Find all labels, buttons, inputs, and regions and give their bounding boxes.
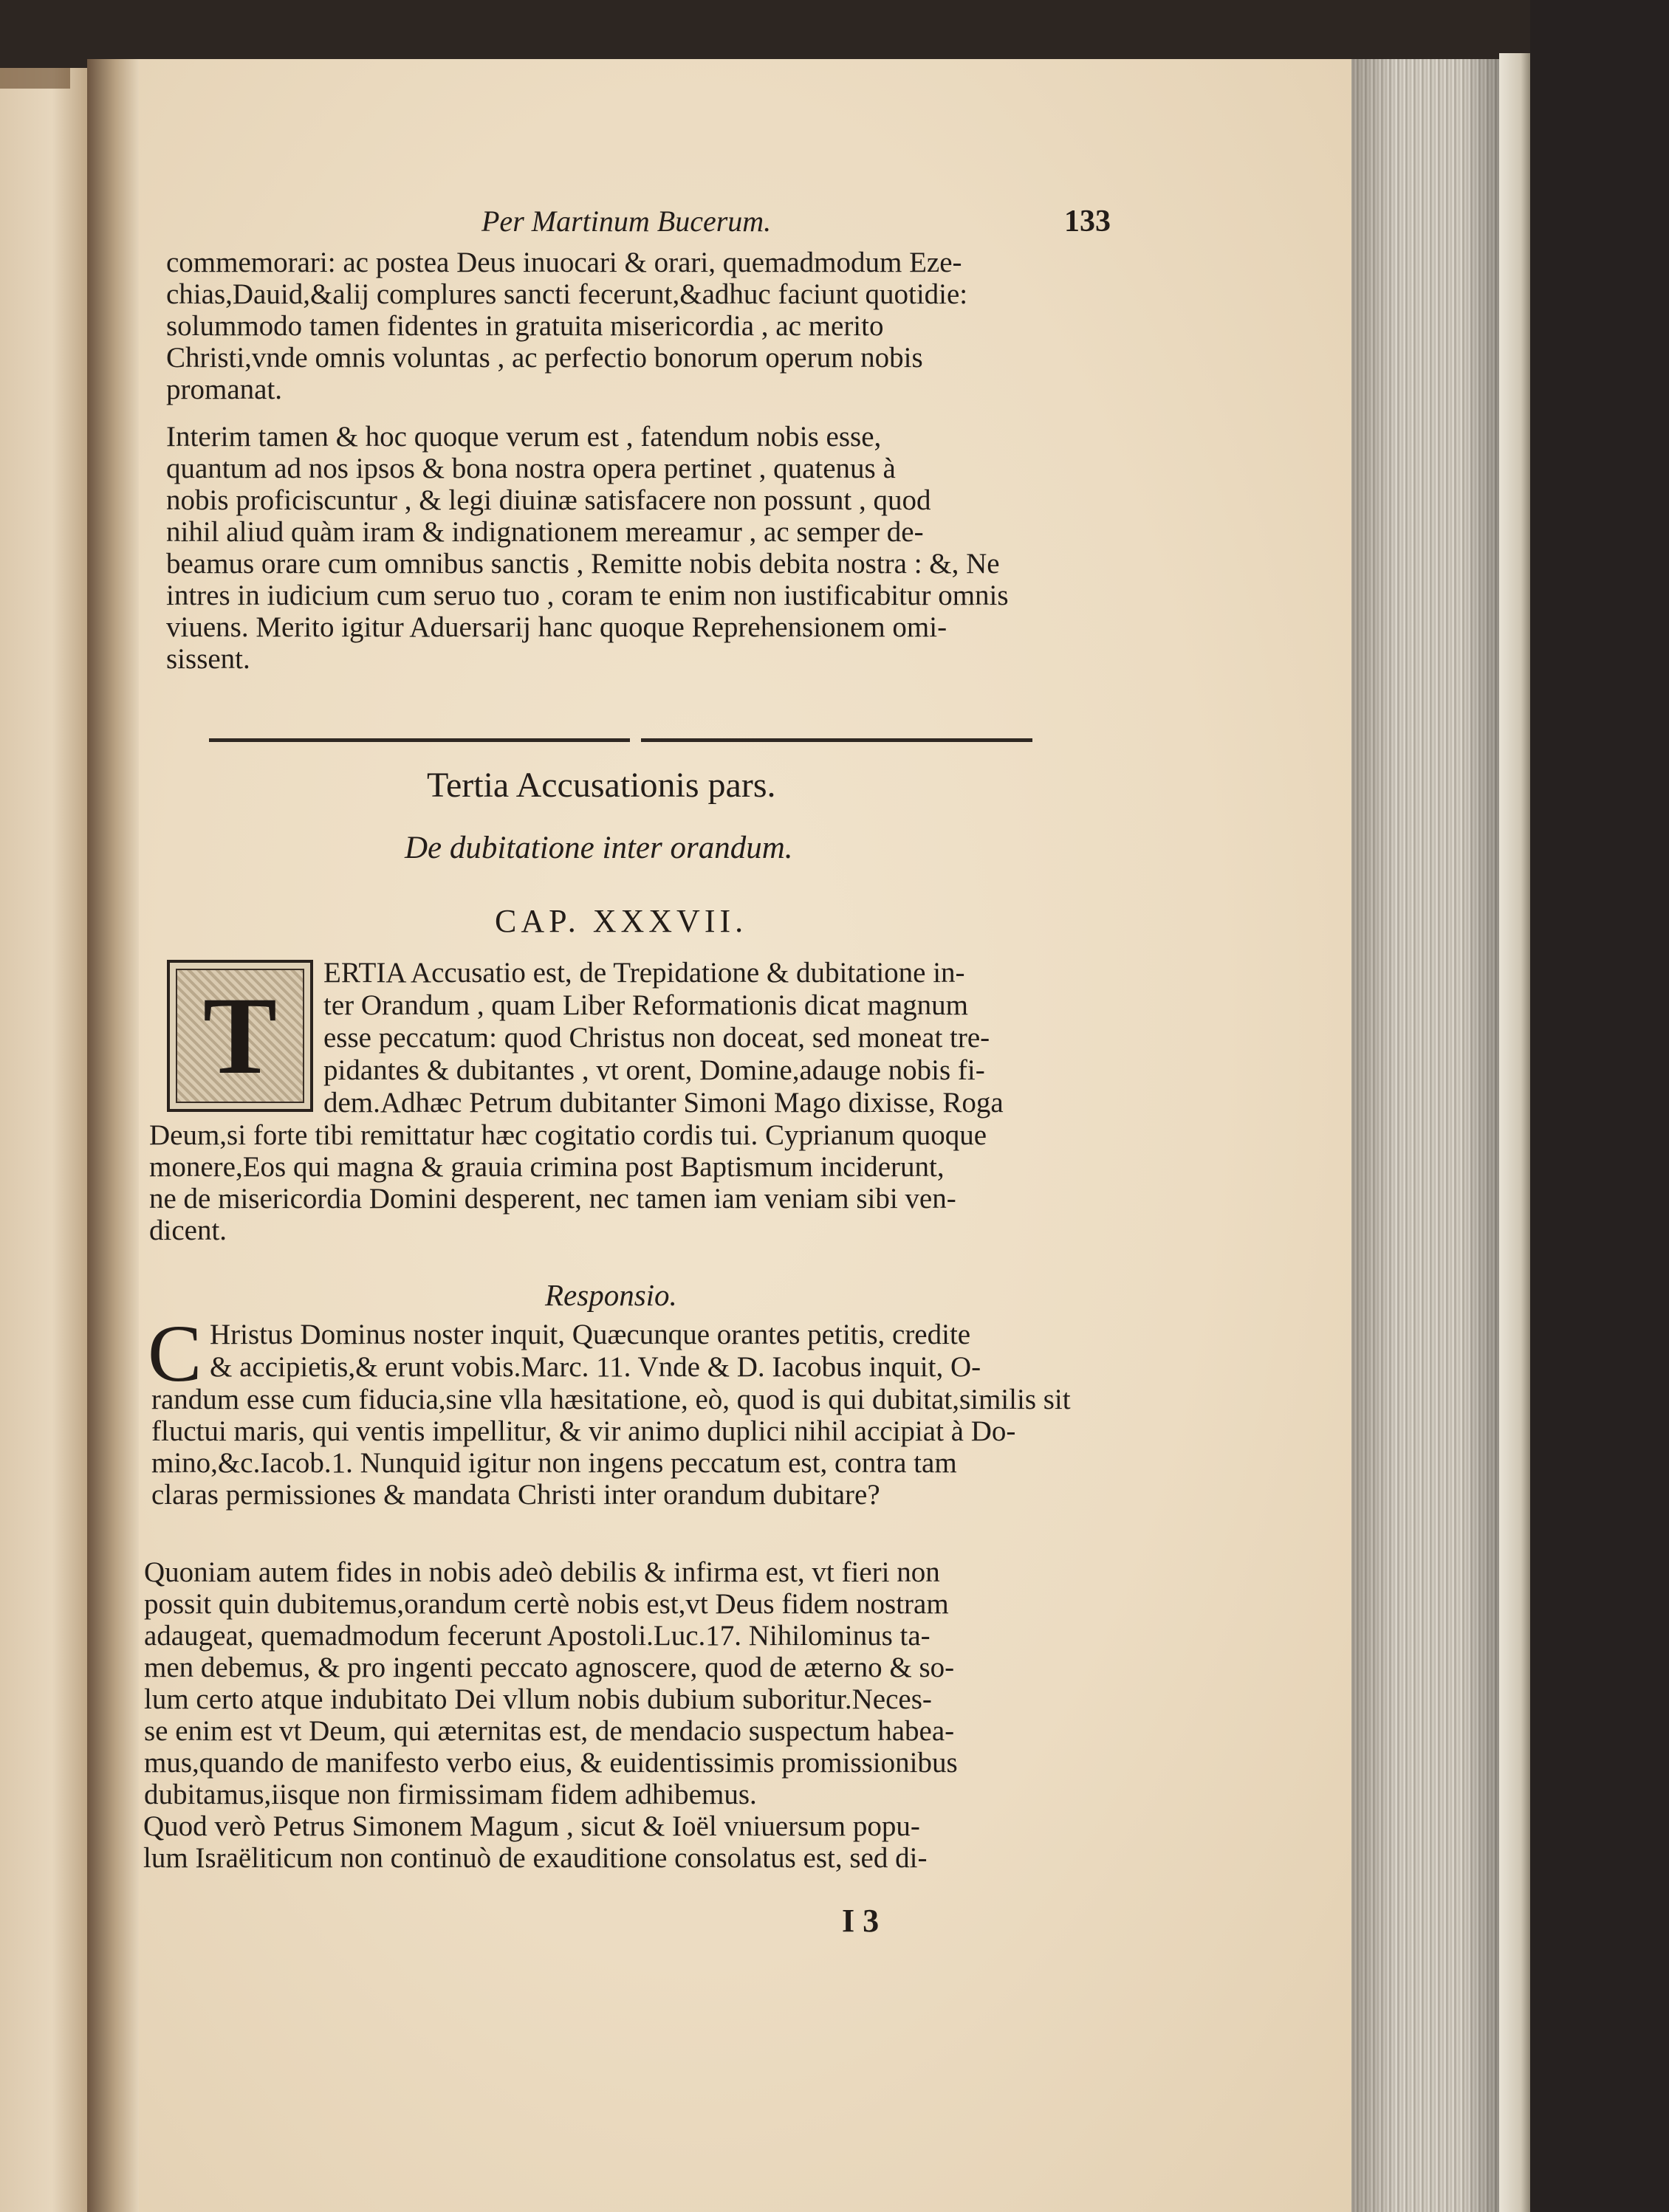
text-line: lum Israëliticum non continuò de exauditione consolatus est, sed di- (143, 1842, 928, 1874)
text-line: promanat. (166, 374, 283, 405)
text-line: viuens. Merito igitur Aduersarij hanc quoque Reprehensionem omi- (166, 611, 947, 643)
text-line: ter Orandum , quam Liber Reformationis dicat magnum (323, 989, 968, 1021)
text-line: Christi,vnde omnis voluntas , ac perfectio bonorum operum nobis (166, 342, 923, 374)
text-line: beamus orare cum omnibus sanctis , Remitte nobis debita nostra : &, Ne (166, 548, 1000, 580)
responsio-heading: Responsio. (545, 1278, 677, 1312)
dark-background (1530, 0, 1669, 2212)
book-cover-edge (1499, 53, 1530, 2212)
text-line: solummodo tamen fidentes in gratuita misericordia , ac merito (166, 310, 884, 342)
paragraph-4-first-lines (210, 1319, 1111, 1384)
text-line: intres in iudicium cum seruo tuo , coram te enim non iustificabitur omnis (166, 580, 1009, 611)
decorated-initial (167, 960, 313, 1112)
section-subtitle: De dubitatione inter orandum. (405, 831, 793, 865)
text-line: monere,Eos qui magna & grauia crimina post Baptismum inciderunt, (149, 1151, 945, 1183)
text-line: randum esse cum fiducia,sine vlla hæsitatione, eò, quod is qui dubitat,similis sit (151, 1384, 1071, 1415)
paragraph-4-rest (151, 1384, 1111, 1511)
left-page-band (0, 68, 70, 89)
text-line: nobis proficiscuntur , & legi diuinæ satisfacere non possunt , quod (166, 484, 931, 516)
text-line: dubitamus,iisque non firmissimam fidem adhibemus. (144, 1779, 757, 1810)
paragraph-3-rest (149, 1119, 1109, 1246)
text-line: esse peccatum: quod Christus non doceat, sed moneat tre- (323, 1022, 990, 1054)
text-line: quantum ad nos ipsos & bona nostra opera pertinet , quatenus à (166, 453, 896, 484)
text-line: chias,Dauid,&alij complures sancti fecerunt,&adhuc faciunt quotidie: (166, 278, 968, 310)
text-line: adaugeat, quemadmodum fecerunt Apostoli.Luc.17. Nihilominus ta- (144, 1620, 931, 1652)
chapter-heading: CAP. XXXVII. (495, 903, 748, 939)
text-line: Quoniam autem fides in nobis adeò debilis & infirma est, vt fieri non (144, 1556, 940, 1588)
paragraph-2 (166, 421, 1111, 675)
paragraph-3-beside-initial (323, 957, 1106, 1119)
text-line: dem.Adhæc Petrum dubitanter Simoni Mago dixisse, Roga (323, 1087, 1004, 1119)
text-line: commemorari: ac postea Deus inuocari & orari, quemadmodum Eze- (166, 247, 962, 278)
text-line: Quod verò Petrus Simonem Magum , sicut & Ioël vniuersum popu- (143, 1810, 920, 1842)
page-stack-shade (1351, 59, 1499, 2212)
paragraph-5 (144, 1556, 1111, 1810)
text-line: Deum,si forte tibi remittatur hæc cogitatio cordis tui. Cyprianum quoque (149, 1119, 987, 1151)
running-head: Per Martinum Bucerum. (481, 205, 772, 238)
text-line: Interim tamen & hoc quoque verum est , fatendum nobis esse, (166, 421, 882, 453)
section-rule-right (641, 738, 1032, 742)
signature-mark: I 3 (842, 1903, 880, 1939)
drop-capital: C (148, 1308, 202, 1398)
section-rule-left (209, 738, 630, 742)
text-line: Hristus Dominus noster inquit, Quæcunque orantes petitis, credite (210, 1319, 971, 1350)
text-line: mus,quando de manifesto verbo eius, & euidentissimis promissionibus (144, 1747, 958, 1779)
paragraph-6 (143, 1810, 1111, 1874)
text-line: dicent. (149, 1215, 227, 1246)
decorated-initial-frame (176, 969, 304, 1103)
left-facing-page (0, 68, 87, 2212)
page-number: 133 (1064, 205, 1111, 238)
text-line: claras permissiones & mandata Christi inter orandum dubitare? (151, 1479, 880, 1511)
text-line: ERTIA Accusatio est, de Trepidatione & dubitatione in- (323, 957, 965, 989)
section-title: Tertia Accusationis pars. (427, 766, 776, 805)
text-line: fluctui maris, qui ventis impellitur, & vir animo duplici nihil accipiat à Do- (151, 1415, 1016, 1447)
text-line: ne de misericordia Domini desperent, nec tamen iam veniam sibi ven- (149, 1183, 956, 1215)
text-line: & accipietis,& erunt vobis.Marc. 11. Vnde & D. Iacobus inquit, O- (210, 1351, 981, 1383)
book-gutter (87, 59, 139, 2212)
initial-letter: T (202, 975, 278, 1097)
paragraph-1 (166, 247, 1111, 405)
text-line: pidantes & dubitantes , vt orent, Domine,adauge nobis fi- (323, 1054, 985, 1086)
text-line: mino,&c.Iacob.1. Nunquid igitur non ingens peccatum est, contra tam (151, 1447, 957, 1479)
text-line: lum certo atque indubitato Dei vllum nobis dubium suboritur.Neces- (144, 1683, 932, 1715)
text-line: se enim est vt Deum, qui æternitas est, de mendacio suspectum habea- (144, 1715, 955, 1747)
text-line: possit quin dubitemus,orandum certè nobis est,vt Deus fidem nostram (144, 1588, 949, 1620)
text-line: men debemus, & pro ingenti peccato agnoscere, quod de æterno & so- (144, 1652, 955, 1683)
text-line: sissent. (166, 643, 250, 675)
text-line: nihil aliud quàm iram & indignationem mereamur , ac semper de- (166, 516, 924, 548)
